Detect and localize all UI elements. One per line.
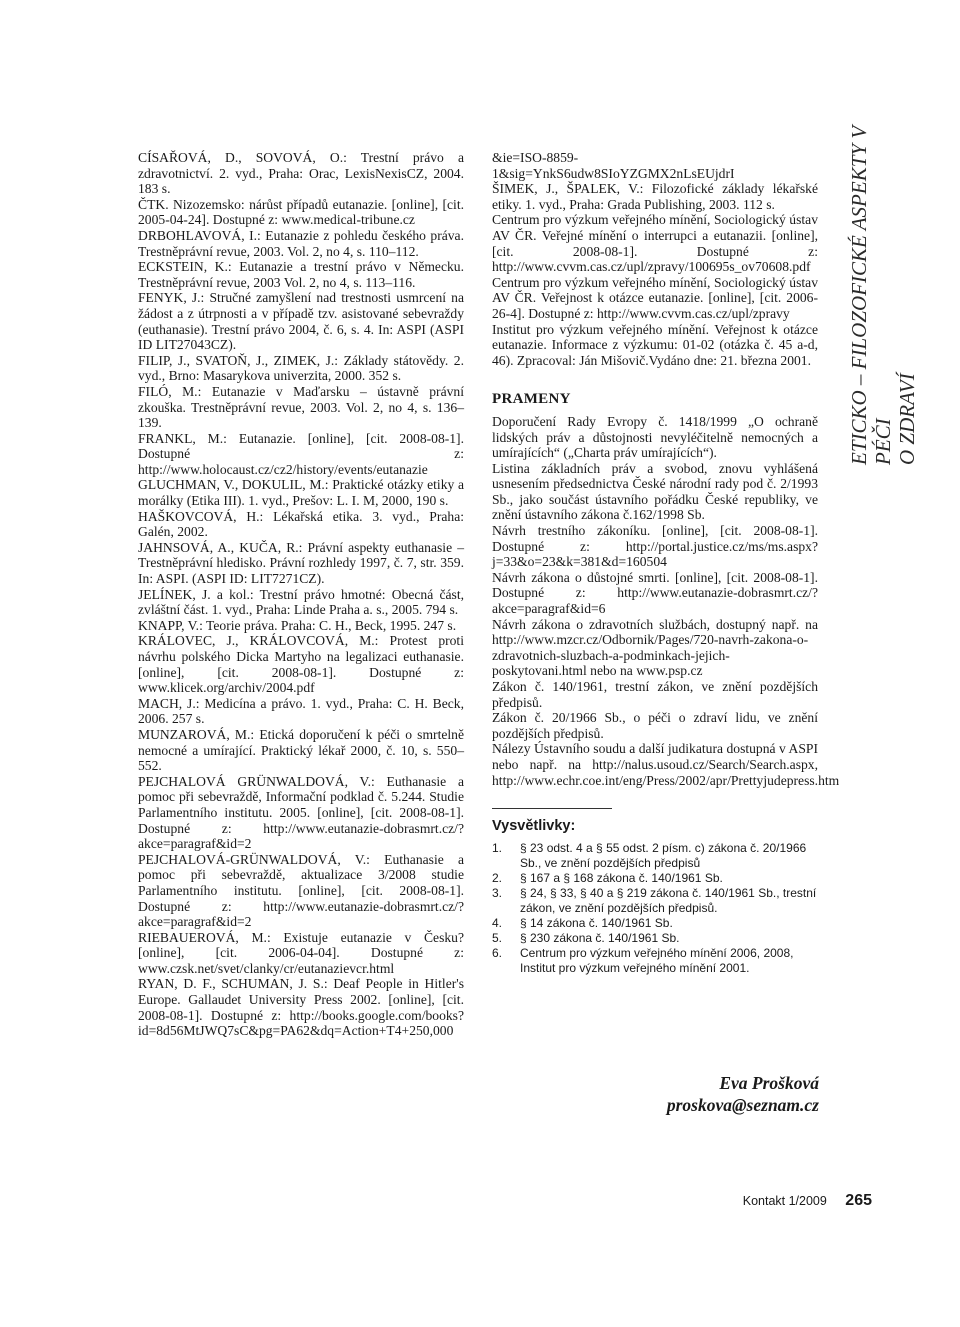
- references-right-column: [492, 150, 840, 976]
- footnote-item: [492, 916, 818, 931]
- source-entry: Listina základních práv a svobod, znovu vyhlášená usnesením předsednictva České národní rady pod č. 2/1993 Sb., jako součást ústavního pořádku České republiky, ve znění ústavního zákona č.162/1998 Sb.: [492, 460, 818, 523]
- source-entry: Návrh trestního zákoníku. [online], [cit. 2008-08-1]. Dostupné z: http://portal.justice.cz/ms/ms.aspx?j=33&o=23&k=381&d=160504: [492, 523, 818, 570]
- footnote-item: [492, 886, 818, 916]
- reference-entry: ČTK. Nizozemsko: nárůst případů eutanazie. [online], [cit. 2005-04-24]. Dostupné z: www.medical-tribune.cz: [138, 196, 464, 228]
- sources-heading: PRAMENY: [492, 391, 571, 408]
- section-title-line: O ZDRAVÍ: [895, 373, 919, 465]
- reference-entry: Centrum pro výzkum veřejného mínění, Sociologický ústav AV ČR. Veřejnost k otázce eutanazie. [online], [cit. 2006-26-4]. Dostupné z: http://www.cvvm.cas.cz/upl/zpravy: [492, 274, 818, 321]
- reference-entry: PEJCHALOVÁ GRÜNWALDOVÁ, V.: Euthanasie a pomoc při sebevraždě, Informační podklad č. 5.244. Studie Parlamentního institutu. 2005. [online], [cit. 2008-08-1]. Dostupné z: http://www.eutanazie-dobrasmrt.cz/?akce=paragraf&id=2: [138, 773, 464, 852]
- reference-entry: KNAPP, V.: Teorie práva. Praha: C. H., Beck, 1995. 247 s.: [138, 617, 457, 633]
- source-entry: Zákon č. 20/1966 Sb., o péči o zdraví lidu, ve znění pozdějších předpisů.: [492, 710, 818, 741]
- footnote-number: 2.: [492, 870, 503, 885]
- reference-entry: FILÓ, M.: Eutanazie v Maďarsku – ústavně právní zkouška. Trestněprávní revue, 2003. Vol. 2, no 4, s. 136–139.: [138, 383, 464, 431]
- journal-issue: Kontakt 1/2009: [742, 1194, 827, 1208]
- reference-entry: MUNZAROVÁ, M.: Etická doporučení k péči o smrtelně nemocné a umírající. Praktický lékař 2000, č. 10, s. 550–552.: [138, 726, 464, 774]
- reference-entry: DRBOHLAVOVÁ, I.: Eutanazie z pohledu českého práva. Trestněprávní revue, 2003. Vol. 2, no 4, s. 110–112.: [138, 227, 464, 259]
- reference-entry: RYAN, D. F., SCHUMAN, J. S.: Deaf People in Hitler's Europe. Gallaudet University Press 2002. [online], [cit. 2008-08-1]. Dostupné z: http://books.google.com/books?id=8d56MtJWQ7sC&pg=PA62&dq=Action+T4+250,000: [138, 976, 464, 1039]
- reference-entry: KRÁLOVEC, J., KRÁLOVCOVÁ, M.: Protest proti návrhu polského Dicka Martyho na legalizaci euthanasie. [online], [cit. 2008-08-1]. Dostupné z: www.klicek.org/archiv/2004.pdf: [138, 633, 464, 696]
- reference-entry: FRANKL, M.: Eutanazie. [online], [cit. 2008-08-1]. Dostupné z: http://www.holocaust.cz/cz2/history/events/eutanazie: [138, 430, 464, 477]
- section-title-line: ETICKO – FILOZOFICKÉ ASPEKTY V PÉČI: [847, 126, 895, 465]
- page-footer: [743, 1192, 872, 1210]
- reference-entry: ECKSTEIN, K.: Eutanazie a trestní právo v Německu. Trestněprávní revue, 2003 Vol. 2, no 4, s. 113–116.: [138, 259, 464, 290]
- footnote-number: 1.: [492, 840, 503, 855]
- section-title-vertical: [847, 75, 919, 465]
- reference-entry: ŠIMEK, J., ŠPALEK, V.: Filozofické základy lékařské etiky. 1. vyd., Praha: Grada Publishing, 2003. 112 s.: [492, 181, 818, 212]
- footnote-text: § 24, § 33, § 40 a § 219 zákona č. 140/1961 Sb., trestní zákon, ve znění pozdějších předpisů.: [520, 885, 817, 915]
- author-name: Eva Prošková: [719, 1073, 819, 1093]
- source-entry: Nálezy Ústavního soudu a další judikatura dostupná v ASPI nebo např. na http://nalus.usoud.cz/Search/Search.aspx, http://www.echr.coe.int/eng/Press/2002/apr/Prettyjudepress.htm: [492, 741, 840, 788]
- reference-entry: &ie=ISO-8859-1&sig=YnkS6udw8SIoYZGMX2nLsEUjdrI: [492, 150, 735, 181]
- footnote-item: [492, 841, 818, 871]
- footnote-divider: [492, 808, 612, 809]
- footnote-item: [492, 931, 818, 946]
- reference-entry: Centrum pro výzkum veřejného mínění, Sociologický ústav AV ČR. Veřejné mínění o interrupci a eutanazii. [online], [cit. 2008-08-1]. Dostupné z: http://www.cvvm.cas.cz/upl/zpravy/100695s_ov70608.pdf: [492, 212, 818, 275]
- reference-entry: FILIP, J., SVATOŇ, J., ZIMEK, J.: Základy státovědy. 2. vyd., Brno: Masarykova univerzita, 2000. 352 s.: [138, 352, 464, 384]
- source-entry: Zákon č. 140/1961, trestní zákon, ve znění pozdějších předpisů.: [492, 679, 818, 710]
- reference-entry: PEJCHALOVÁ-GRÜNWALDOVÁ, V.: Euthanasie a pomoc při sebevraždě, aktualizace 3/2008 studie Parlamentního institutu. [online], [cit. 2008-08-1]. Dostupné z: http://www.eutanazie-dobrasmrt.cz/?akce=paragraf&id=2: [138, 851, 464, 930]
- author-email[interactable]: proskova@seznam.cz: [666, 1095, 819, 1115]
- footnote-text: § 167 a § 168 zákona č. 140/1961 Sb.: [520, 870, 723, 885]
- references-left-column: [138, 150, 464, 1039]
- footnote-text: § 14 zákona č. 140/1961 Sb.: [520, 915, 673, 930]
- footnote-number: 6.: [492, 945, 503, 960]
- reference-entry: JAHNSOVÁ, A., KUČA, R.: Právní aspekty euthanasie – Trestněprávní hledisko. Právní rozhledy 1997, č. 7, str. 359. In: ASPI. (ASPI ID: LIT7271CZ).: [138, 539, 464, 587]
- source-entry: Návrh zákona o zdravotních službách, dostupný např. na http://www.mzcr.cz/Odbornik/Pages/720-navrh-zakona-o-zdravotnich-sluzbach-a-podminkach-jejich-poskytovani.html nebo na www.psp.cz: [492, 616, 818, 679]
- author-block: [667, 1072, 819, 1116]
- reference-entry: GLUCHMAN, V., DOKULIL, M.: Praktické otázky etiky a morálky (Etika III). 1. vyd., Prešov: L. I. M, 2000, 190 s.: [138, 477, 464, 509]
- reference-entry: RIEBAUEROVÁ, M.: Existuje eutanazie v Česku? [online], [cit. 2006-04-04]. Dostupné z: www.czsk.net/svet/clanky/cr/eutanazievcr.html: [138, 929, 464, 976]
- reference-entry: CÍSAŘOVÁ, D., SOVOVÁ, O.: Trestní právo a zdravotnictví. 2. vyd., Praha: Orac, LexisNexisCZ, 2004. 183 s.: [138, 150, 464, 197]
- footnote-number: 3.: [492, 885, 503, 900]
- reference-entry: MACH, J.: Medicína a právo. 1. vyd., Praha: C. H. Beck, 2006. 257 s.: [138, 695, 464, 727]
- footnote-text: § 230 zákona č. 140/1961 Sb.: [520, 930, 680, 945]
- footnotes-heading: Vysvětlivky:: [492, 818, 576, 835]
- footnote-text: Centrum pro výzkum veřejného mínění 2006, 2008, Institut pro výzkum veřejného mínění 2001.: [520, 945, 794, 975]
- footnote-text: § 23 odst. 4 a § 55 odst. 2 písm. c) zákona č. 20/1966 Sb., ve znění pozdějších předpisů: [520, 840, 807, 870]
- source-entry: Návrh zákona o důstojné smrti. [online], [cit. 2008-08-1]. Dostupné z: http://www.eutanazie-dobrasmrt.cz/?akce=paragraf&id=6: [492, 569, 818, 617]
- footnote-number: 5.: [492, 930, 503, 945]
- footnote-number: 4.: [492, 915, 503, 930]
- footnotes-list: [492, 841, 818, 976]
- source-entry: Doporučení Rady Evropy č. 1418/1999 „O ochraně lidských práv a důstojnosti nevyléčitelně nemocných a umírajících“ („Charta práv umírajících“).: [492, 413, 818, 461]
- page-number: 265: [845, 1192, 872, 1209]
- footnote-item: [492, 946, 818, 976]
- reference-entry: HAŠKOVCOVÁ, H.: Lékařská etika. 3. vyd., Praha: Galén, 2002.: [138, 508, 464, 540]
- reference-entry: JELÍNEK, J. a kol.: Trestní právo hmotné: Obecná část, zvláštní část. 1. vyd., Praha: Linde Praha a. s., 2005. 794 s.: [138, 586, 464, 618]
- reference-entry: FENYK, J.: Stručné zamyšlení nad trestnosti usmrcení na žádost a z útrpnosti a v případě tzv. asistované sebevraždy (euthanasie). Trestní právo 2004, č. 6, s. 4. In: ASPI (ASPI ID LIT27043CZ).: [138, 290, 464, 353]
- footnote-item: [492, 871, 818, 886]
- reference-entry: Institut pro výzkum veřejného mínění. Veřejnost k otázce eutanazie. Informace z výzkumu: 01-02 (otázka č. 45 a-d, 46). Zpracoval: Ján Mišovič.Vydáno dne: 21. března 2001.: [492, 321, 818, 368]
